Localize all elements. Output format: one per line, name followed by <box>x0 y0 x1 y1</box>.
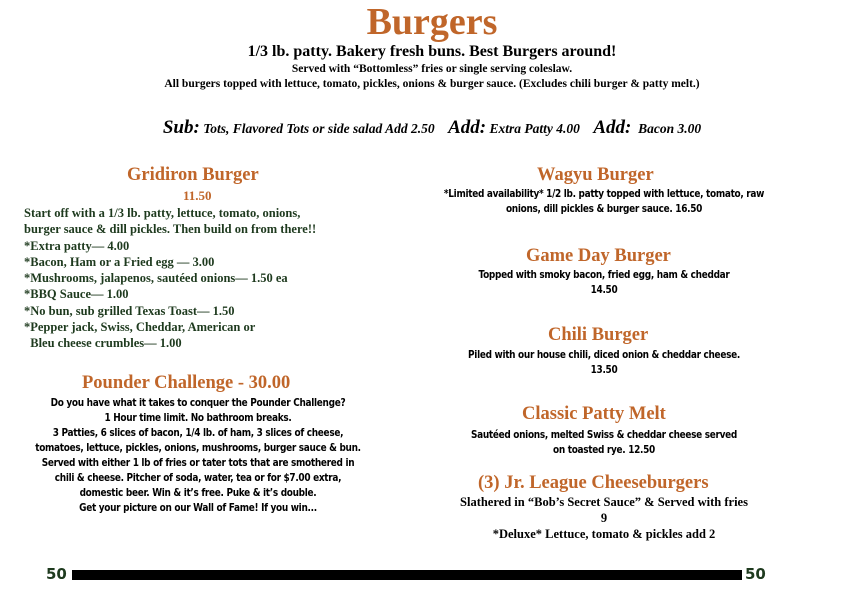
gridiron-line: burger sauce & dill pickles. Then build on from there!! <box>24 222 317 237</box>
gridiron-option: *Pepper jack, Swiss, Cheddar, American or <box>24 320 256 335</box>
pounder-line: Get your picture on our Wall of Fame! If you win... <box>79 502 317 514</box>
jr-league-heading: (3) Jr. League Cheeseburgers <box>478 473 709 493</box>
page-title: Burgers <box>366 1 498 43</box>
gridiron-option: *BBQ Sauce— 1.00 <box>24 287 129 302</box>
sub-text: Tots, Flavored Tots or side salad Add 2.50 <box>203 121 435 136</box>
gridiron-burger-price: 11.50 <box>183 188 212 203</box>
toppings-note: All burgers topped with lettuce, tomato, pickles, onions & burger sauce. (Excludes chili burger & patty melt.) <box>164 78 700 90</box>
pounder-line: tomatoes, lettuce, pickles, onions, mushrooms, burger sauce & bun. <box>35 442 361 454</box>
gridiron-option: *Extra patty— 4.00 <box>24 238 130 253</box>
pounder-challenge-description <box>28 396 369 516</box>
footer-bar <box>72 570 742 580</box>
game-day-burger-heading: Game Day Burger <box>526 246 671 266</box>
wagyu-burger-heading: Wagyu Burger <box>537 165 654 185</box>
sub-label: Sub: <box>162 117 200 138</box>
gridiron-line: Start off with a 1/3 lb. patty, lettuce, tomato, onions, <box>24 206 301 220</box>
sides-note: Served with “Bottomless” fries or single serving coleslaw. <box>291 63 573 75</box>
page-number-right: 50 <box>745 565 766 583</box>
gridiron-option: Bleu cheese crumbles— 1.00 <box>24 336 182 351</box>
game-day-burger-description <box>433 268 775 298</box>
patty-melt-line: Sautéed onions, melted Swiss & cheddar cheese served <box>470 429 738 441</box>
wagyu-line: onions, dill pickles & burger sauce. 16.50 <box>505 203 703 215</box>
jr-league-line: Slathered in “Bob’s Secret Sauce” & Served with fries <box>460 495 748 509</box>
chili-line: Piled with our house chili, diced onion & cheddar cheese. <box>468 349 740 361</box>
add-patty-text: Extra Patty 4.00 <box>489 121 580 136</box>
wagyu-burger-description <box>433 187 775 217</box>
pounder-line: domestic beer. Win & it’s free. Puke & it’s double. <box>79 487 317 499</box>
patty-melt-heading: Classic Patty Melt <box>522 404 666 424</box>
chili-price: 13.50 <box>590 364 618 376</box>
gridiron-option: *No bun, sub grilled Texas Toast— 1.50 <box>24 303 235 318</box>
chili-burger-heading: Chili Burger <box>548 325 649 345</box>
patty-melt-line: on toasted rye. 12.50 <box>553 444 655 456</box>
gridiron-burger-description <box>24 205 384 352</box>
pounder-line: 3 Patties, 6 slices of bacon, 1/4 lb. of ham, 3 slices of cheese, <box>52 427 344 439</box>
gridiron-option: *Mushrooms, jalapenos, sautéed onions— 1.50 ea <box>24 271 288 286</box>
patty-melt-description <box>433 428 775 458</box>
chili-burger-description <box>433 348 775 378</box>
jr-league-description <box>420 494 788 542</box>
add-patty-label: Add: <box>448 117 487 138</box>
jr-league-line: *Deluxe* Lettuce, tomato & pickles add 2 <box>492 527 716 541</box>
jr-league-price: 9 <box>600 511 608 525</box>
pounder-line: chili & cheese. Pitcher of soda, water, tea or for $7.00 extra, <box>54 472 342 484</box>
pounder-line: 1 Hour time limit. No bathroom breaks. <box>104 412 292 424</box>
pounder-line: Do you have what it takes to conquer the Pounder Challenge? <box>50 397 346 409</box>
game-day-price: 14.50 <box>590 284 618 296</box>
page-number-left: 50 <box>46 565 67 583</box>
wagyu-line: *Limited availability* 1/2 lb. patty topped with lettuce, tomato, raw <box>443 188 765 200</box>
gridiron-option: *Bacon, Ham or a Fried egg — 3.00 <box>24 254 215 269</box>
page-subtitle: 1/3 lb. patty. Bakery fresh buns. Best Burgers around! <box>247 43 617 60</box>
pounder-challenge-heading: Pounder Challenge - 30.00 <box>82 373 291 393</box>
gridiron-burger-heading: Gridiron Burger <box>127 165 259 185</box>
add-bacon-text: Bacon 3.00 <box>638 121 702 136</box>
game-day-line: Topped with smoky bacon, fried egg, ham & cheddar <box>478 269 730 281</box>
add-bacon-label: Add: <box>593 117 632 138</box>
pounder-line: Served with either 1 lb of fries or tater tots that are smothered in <box>41 457 355 469</box>
sub-add-options <box>0 118 864 139</box>
